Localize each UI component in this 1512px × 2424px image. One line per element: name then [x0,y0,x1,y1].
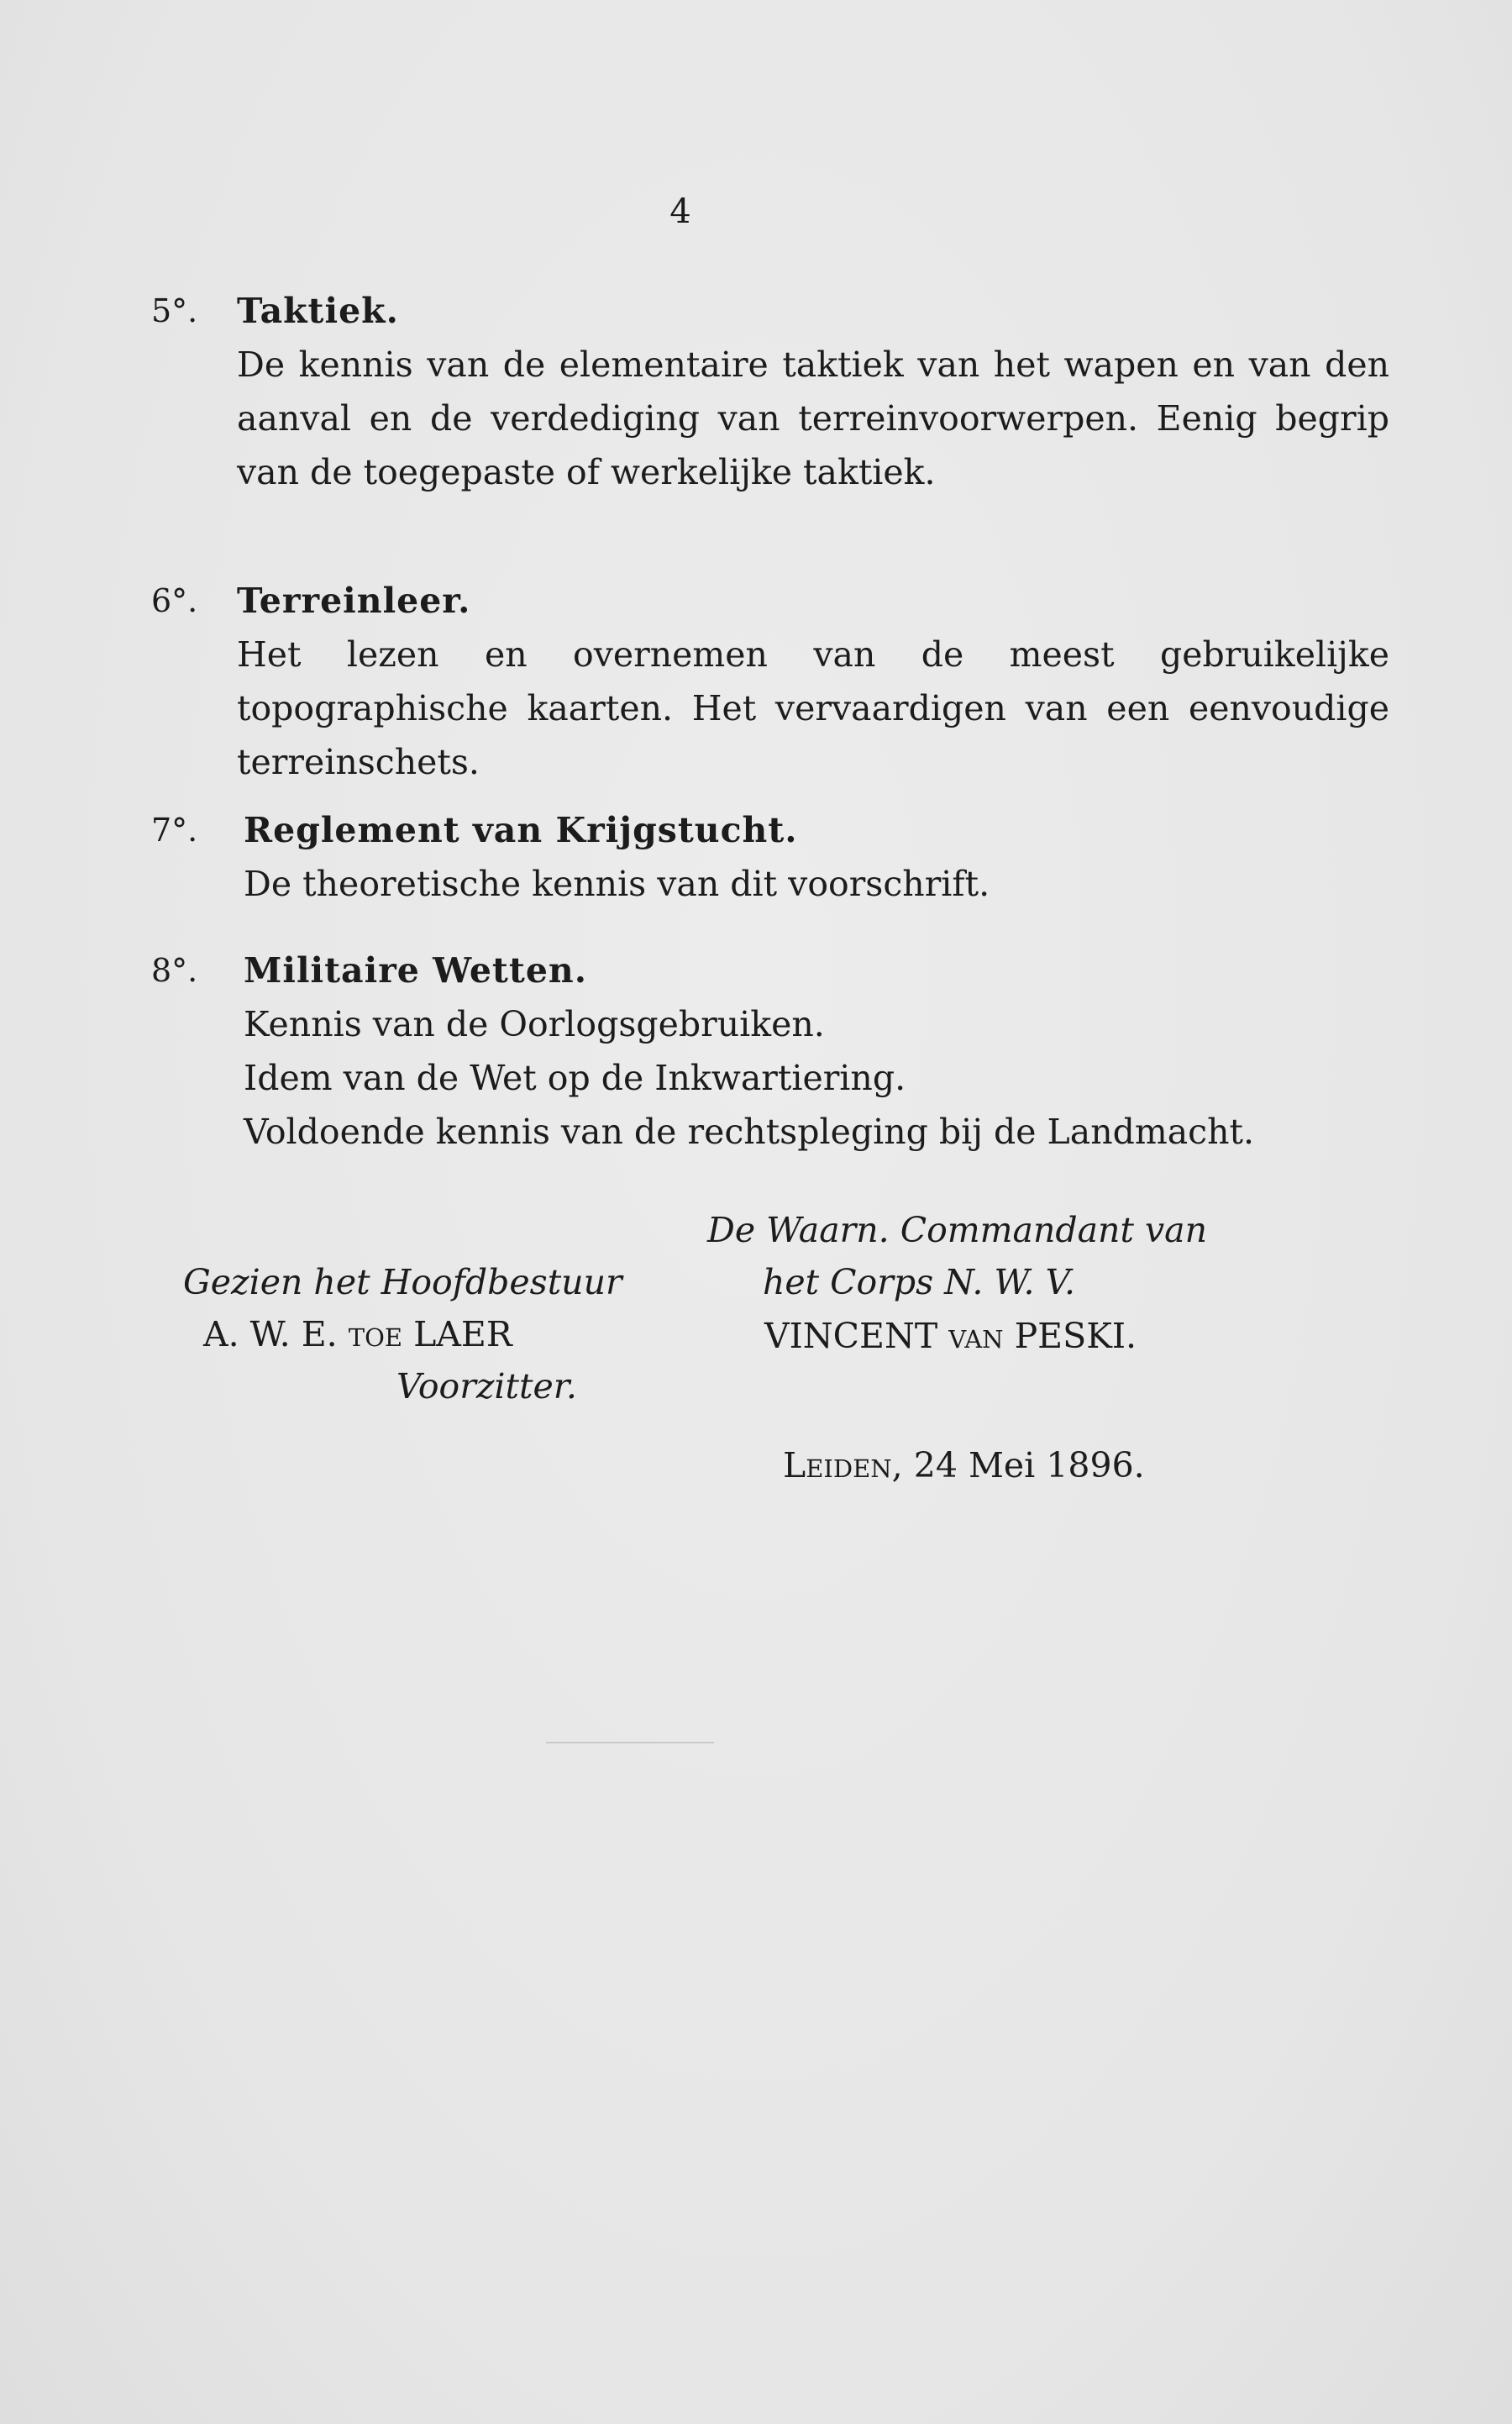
date-place: Leiden, [783,1445,903,1485]
page-number: 4 [669,192,691,231]
section-title: Taktiek. [237,291,399,331]
section-number: 5°. [151,292,198,329]
signature-role: het Corps N. W. V. [763,1262,1075,1302]
section-title: Terreinleer. [237,581,471,621]
paragraph: Idem van de Wet op de Inkwartiering. [244,1058,906,1098]
paragraph: Het lezen en overnemen van de meest gebruikelijke topographische kaarten. Het vervaardigen van een eenvoudige terreinschets. [237,634,1389,782]
signature-name [764,1316,1137,1356]
name-initials: A. W. E. [203,1314,338,1354]
paragraph: De theoretische kennis van dit voorschrift. [244,864,990,904]
section-title: Reglement van Krijgstucht. [244,810,798,850]
name-surname: LAER [413,1314,512,1354]
paragraph: De kennis van de elementaire taktiek van het wapen en van den aanval en de verdediging van terreinvoorwerpen. Eenig begrip van de toegepaste of werkelijke taktiek. [237,344,1389,492]
name-surname: PESKI. [1014,1316,1137,1356]
name-particle: van [948,1316,1004,1356]
section-body [244,857,1396,911]
section-number: 6°. [151,582,198,619]
section-body [237,338,1389,499]
signature-role: Voorzitter. [396,1366,577,1407]
section-number: 8°. [151,952,198,989]
name-first: VINCENT [764,1316,938,1356]
section-body [244,997,1389,1159]
date-line [783,1445,1145,1485]
signature-name [203,1314,512,1354]
signature-role: De Waarn. Commandant van [707,1210,1207,1250]
section-title: Militaire Wetten. [244,950,587,991]
signature-seen-by: Gezien het Hoofdbestuur [183,1262,622,1302]
name-particle: toe [348,1314,403,1354]
paragraph: Kennis van de Oorlogsgebruiken. [244,1004,825,1044]
section-body [237,628,1389,789]
date-text: 24 Mei 1896. [913,1445,1145,1485]
section-number: 7°. [151,812,198,849]
divider [546,1742,714,1743]
paragraph: Voldoende kennis van de rechtspleging bij de Landmacht. [244,1112,1255,1152]
